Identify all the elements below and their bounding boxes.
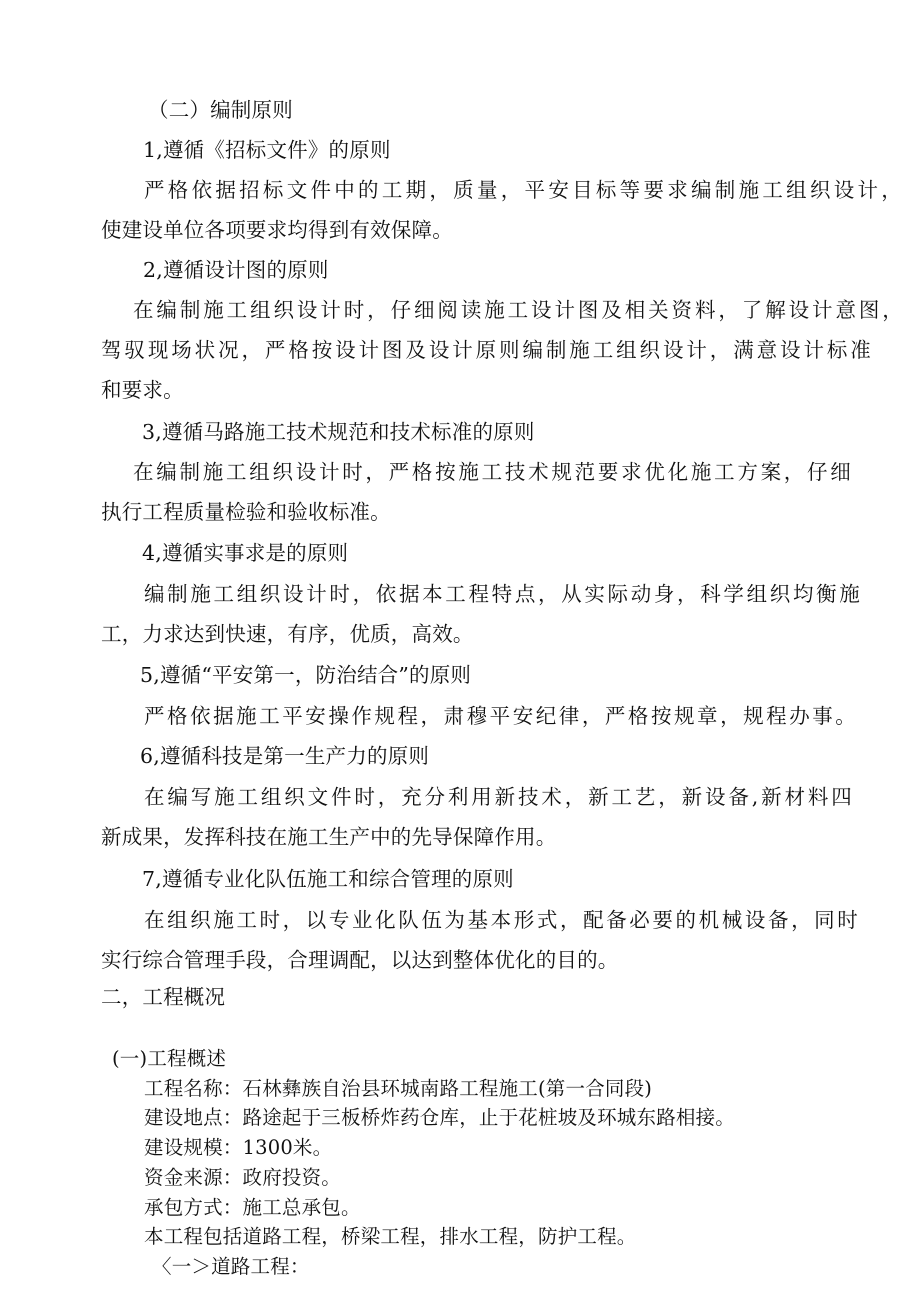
principle-3-line-1: 在编制施工组织设计时，严格按施工技术规范要求优化施工方案，仔细 bbox=[133, 460, 851, 484]
principle-2-line-3: 和要求。 bbox=[101, 378, 184, 402]
principle-6-line-1: 在编写施工组织文件时，充分利用新技术，新工艺，新设备,新材料四 bbox=[144, 785, 852, 809]
principle-1-title: 1,遵循《招标文件》的原则 bbox=[143, 138, 391, 162]
principle-1-line-1: 严格依据招标文件中的工期，质量，平安目标等要求编制施工组织设计， bbox=[144, 178, 902, 202]
overview-item-project-name: 工程名称：石林彝族自治县环城南路工程施工(第一合同段) bbox=[144, 1077, 653, 1100]
overview-item-scale: 建设规模：1300米。 bbox=[144, 1136, 333, 1159]
principle-5-title: 5,遵循“平安第一，防治结合”的原则 bbox=[140, 663, 472, 687]
principle-7-line-2: 实行综合管理手段，合理调配，以达到整体优化的目的。 bbox=[101, 948, 619, 972]
overview-heading: (一)工程概述 bbox=[112, 1047, 227, 1070]
principle-4-title: 4,遵循实事求是的原则 bbox=[142, 541, 349, 565]
principle-2-line-1: 在编制施工组织设计时，仔细阅读施工设计图及相关资料，了解设计意图， bbox=[133, 298, 903, 322]
principle-7-line-1: 在组织施工时，以专业化队伍为基本形式，配备必要的机械设备，同时 bbox=[144, 908, 858, 932]
overview-item-scope: 本工程包括道路工程，桥梁工程，排水工程，防护工程。 bbox=[144, 1225, 637, 1248]
principle-6-line-2: 新成果，发挥科技在施工生产中的先导保障作用。 bbox=[101, 825, 557, 849]
principle-4-line-2: 工，力求达到快速，有序，优质，高效。 bbox=[101, 622, 474, 646]
section-heading-compilation-principles: （二）编制原则 bbox=[148, 98, 293, 122]
overview-item-contract-mode: 承包方式：施工总承包。 bbox=[144, 1196, 361, 1219]
principle-4-line-1: 编制施工组织设计时，依据本工程特点，从实际动身，科学组织均衡施 bbox=[144, 582, 860, 606]
overview-subheading-road-works: 〈一＞道路工程： bbox=[152, 1255, 310, 1278]
principle-1-line-2: 使建设单位各项要求均得到有效保障。 bbox=[101, 218, 453, 242]
chapter-heading-project-overview: 二，工程概况 bbox=[101, 985, 226, 1009]
principle-2-line-2: 驾驭现场状况，严格按设计图及设计原则编制施工组织设计，满意设计标准 bbox=[101, 338, 871, 362]
overview-item-funding: 资金来源：政府投资。 bbox=[144, 1166, 342, 1189]
overview-item-location: 建设地点：路途起于三板桥炸药仓库，止于花桩坡及环城东路相接。 bbox=[144, 1106, 736, 1129]
principle-6-title: 6,遵循科技是第一生产力的原则 bbox=[140, 744, 430, 768]
principle-3-line-2: 执行工程质量检验和验收标准。 bbox=[101, 500, 391, 524]
principle-5-line-1: 严格依据施工平安操作规程，肃穆平安纪律，严格按规章，规程办事。 bbox=[144, 704, 856, 728]
principle-3-title: 3,遵循马路施工技术规范和技术标准的原则 bbox=[142, 420, 535, 444]
principle-2-title: 2,遵循设计图的原则 bbox=[143, 258, 329, 282]
principle-7-title: 7,遵循专业化队伍施工和综合管理的原则 bbox=[142, 867, 514, 891]
